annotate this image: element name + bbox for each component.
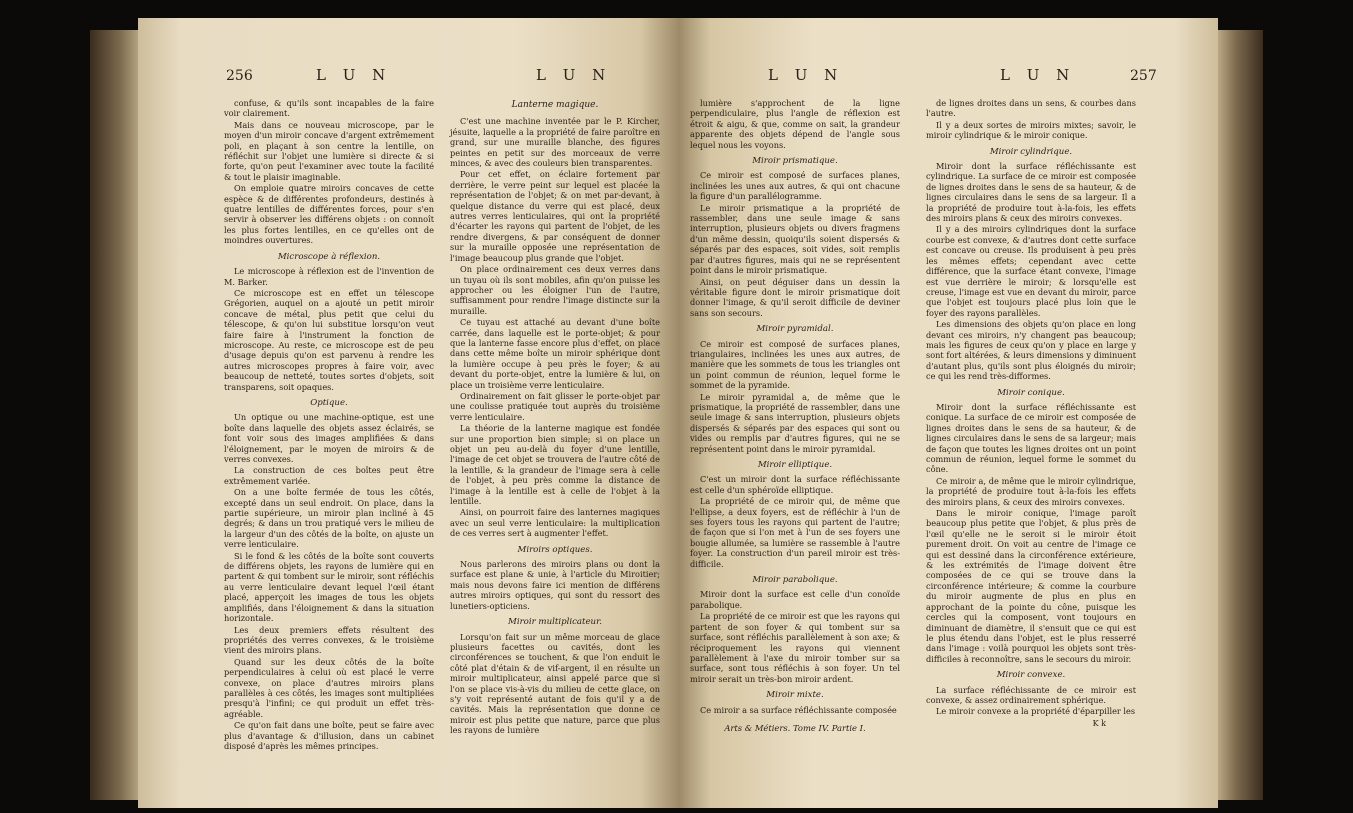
- section-heading: Miroir cylindrique.: [989, 146, 1073, 157]
- paragraph: Miroir dont la surface réfléchissante est conique. La surface de ce miroir est composée de lignes droites dans le sens de sa hauteur, & de lignes circulaires dans le sens de sa largeur; mais de façon que toutes les lignes droites ont un point commun de réunion, lequel forme le sommet du cône.: [926, 401, 1136, 475]
- left-page: [138, 18, 678, 808]
- paragraph: de lignes droites dans un sens, & courbes dans l'autre.: [926, 98, 1136, 119]
- signature-mark: K k: [1092, 718, 1106, 728]
- paragraph: lumière s'approchent de la ligne perpendiculaire, plus l'angle de réflexion est étroit & aigu, & que, comme on sait, la grandeur apparente des objets dépend de l'angle sous lequel nous les voyons.: [690, 98, 900, 150]
- paragraph: C'est un miroir dont la surface réfléchissante est celle d'un sphéroïde elliptique.: [690, 474, 900, 495]
- paragraph: Ce miroir a, de même que le miroir cylindrique, la propriété de produire tout à-la-fois les effets des miroirs plans, & ceux des miroirs convexes.: [926, 475, 1136, 507]
- paragraph: On a une boîte fermée de tous les côtés, excepté dans un seul endroit. On place, dans la partie supérieure, un miroir plan incliné à 45 degrés; & dans un trou pratiqué vers le milieu de la largeur d'un des côtés de la boîte, on ajuste un verre lenticulaire.: [224, 487, 434, 550]
- section-heading: Miroir elliptique.: [757, 460, 833, 470]
- section-heading: Miroir convexe.: [996, 670, 1066, 681]
- section-title: Lanterne magique.: [511, 100, 599, 110]
- paragraph: Ainsi, on peut déguiser dans un dessin la véritable figure dont le miroir prismatique doit donner l'image, & qu'il seroit difficile de deviner sans son secours.: [690, 276, 900, 318]
- paragraph: Ce miroir est composé de surfaces planes, inclinées les unes aux autres, & qui ont chacune la figure d'un parallélogramme.: [690, 170, 900, 202]
- paragraph: La construction de ces boîtes peut être extrêmement variée.: [224, 465, 434, 486]
- paragraph: Un optique ou une machine-optique, est une boîte dans laquelle des objets assez éclairés, se font voir sous des images amplifiées & dans l'éloignement, par le moyen de miroirs & de verres convexes.: [224, 412, 434, 464]
- text-column: [224, 98, 434, 752]
- paragraph: La propriété de ce miroir qui, de même que l'ellipse, a deux foyers, est de réfléchir à l'un de ses foyers tous les rayons qui partent de l'autre; de façon que si l'on met à l'un de ses foyers une bougie allumée, sa lumière se rassemble à l'autre foyer. La construction d'un pareil miroir est très-difficile.: [690, 496, 900, 569]
- running-header: L U N: [768, 66, 844, 84]
- text-column: [690, 98, 900, 733]
- section-heading: Miroirs optiques.: [517, 544, 593, 555]
- paragraph: Pour cet effet, on éclaire fortement par derrière, le verre peint sur lequel est placée la représentation de l'objet; & on met par-devant, à quelque distance du verre qui est placé, deux autres verres lenticulaires, qui ont la propriété d'écarter les rayons qui partent de l'objet, de les rendre divergens, & par conséquent de donner sur la muraille opposée une représentation de l'image beaucoup plus grande que l'objet.: [450, 169, 660, 263]
- book-edge-left: [90, 30, 140, 800]
- paragraph: Le miroir prismatique a la propriété de rassembler, dans une seule image & sans interruption, plusieurs objets ou divers fragmens d'un même dessin, quoiqu'ils soient dispersés & séparés par des espaces, soit vides, soit remplis par d'autres figures, mais qui ne se représentent point dans le miroir prismatique.: [690, 202, 900, 276]
- paragraph: Dans le miroir conique, l'image paroît beaucoup plus petite que l'objet, & plus près de l'œil qu'elle ne le seroit si le miroir étoit purement droit. On voit au centre de l'image ce qui est dessiné dans la circonférence extérieure, & les extrémités de l'image doivent être composées de ce qui se trouve dans la circonférence intérieure; & comme la courbure du miroir augmente de plus en plus en approchant de la pointe du cône, puisque les cercles qui la composent, vont toujours en diminuant de diamètre, il s'ensuit que ce qui est le plus étendu dans l'objet, est le plus resserré dans l'image : voilà pourquoi les objets sont très-difficiles à reconnoître, sans le secours du miroir.: [926, 508, 1136, 664]
- section-heading: Miroir multiplicateur.: [508, 617, 602, 628]
- paragraph: Le microscope à réflexion est de l'invention de M. Barker.: [224, 266, 434, 287]
- paragraph: Quand sur les deux côtés de la boîte perpendiculaires à celui où est placé le verre convexe, on place d'autres miroirs plans parallèles à ces côtés, les images sont multipliées presqu'à l'infini; ce qui produit un effet très-agréable.: [224, 656, 434, 719]
- paragraph: Miroir dont la surface réfléchissante est cylindrique. La surface de ce miroir est composée de lignes droites dans le sens de sa hauteur, & de lignes circulaires dans le sens de sa largeur. Il a la propriété de produire tout à-la-fois, les effets des miroirs plans & ceux des miroirs convexes.: [926, 161, 1136, 224]
- section-heading: Miroir conique.: [997, 387, 1065, 398]
- running-header: L U N: [316, 66, 392, 84]
- paragraph: On emploie quatre miroirs concaves de cette espèce & de différentes profondeurs, destinés à quatre lentilles de différentes forces, pour s'en servir à observer les différens objets : on connoît les plus fortes lentilles, en ce qu'elles ont de moindres ouvertures.: [224, 183, 434, 246]
- right-page: [678, 18, 1218, 808]
- paragraph: Il y a deux sortes de miroirs mixtes; savoir, le miroir cylindrique & le miroir conique.: [926, 119, 1136, 141]
- section-heading: Miroir parabolique.: [752, 575, 838, 586]
- section-heading: Optique.: [310, 397, 348, 408]
- paragraph: Mais dans ce nouveau microscope, par le moyen d'un miroir concave d'argent extrêmement poli, en plaçant à son centre la lentille, on réfléchit sur l'objet une lumière si directe & si forte, qu'on peut l'examiner avec toute la facilité & tout le plaisir imaginable.: [224, 119, 434, 182]
- paragraph: Ce miroir est composé de surfaces planes, triangulaires, inclinées les unes aux autres, de manière que les sommets de tous les triangles ont un point commun de réunion, lequel forme le sommet de la pyramide.: [690, 338, 900, 391]
- page-number: 256: [226, 68, 253, 84]
- volume-footer: Arts & Métiers. Tome IV. Partie I.: [724, 722, 866, 733]
- paragraph: Ce tuyau est attaché au devant d'une boîte carrée, dans laquelle est le porte-objet; & pour que la lanterne fasse encore plus d'effet, on place dans cette même boîte un miroir sphérique dont la lumière occupe à peu près le foyer; & au devant du porte-objet, entre la lumière & lui, on place un troisième verre lenticulaire.: [450, 317, 660, 390]
- section-heading: Miroir mixte.: [766, 690, 824, 701]
- paragraph: Ce qu'on fait dans une boîte, peut se faire avec plus d'avantage & d'illusion, dans un cabinet disposé d'après les mêmes principes.: [224, 720, 434, 751]
- section-heading: Miroir pyramidal.: [756, 324, 834, 335]
- page-number: 257: [1130, 68, 1157, 84]
- paragraph: Ce microscope est en effet un télescope Grégorien, auquel on a ajouté un petit miroir concave de métal, plus petit que celui du télescope, & qu'on lui substitue lorsqu'on veut faire faire à l'instrument la fonction de microscope. Au reste, ce microscope est de peu d'usage depuis qu'on est parvenu à rendre les autres microscopes propres à faire voir, avec beaucoup de netteté, toutes sortes d'objets, soit transparens, soit opaques.: [224, 287, 434, 392]
- text-column: [450, 98, 660, 737]
- paragraph: Lorsqu'on fait sur un même morceau de glace plusieurs facettes ou cavités, dont les circonférences se touchent, & que l'on enduit le côté plat d'étain & de vif-argent, il en résulte un miroir multiplicateur, ainsi appelé parce que si l'on se place vis-à-vis du milieu de cette glace, on s'y voit représenté autant de fois qu'il y a de cavités. Mais la représentation que donne ce miroir est plus petite que nature, parce que plus les rayons de lumière: [450, 631, 660, 736]
- paragraph: Le miroir pyramidal a, de même que le prismatique, la propriété de rassembler, dans une seule image & sans interruption, plusieurs objets dispersés & séparés par des espaces qui sont ou vides ou remplis par d'autres figures, qui ne se représentent point dans le miroir pyramidal.: [690, 391, 900, 454]
- paragraph: On place ordinairement ces deux verres dans un tuyau où ils sont mobiles, afin qu'on puisse les approcher ou les éloigner l'un de l'autre, suffisamment pour rendre l'image distincte sur la muraille.: [450, 264, 660, 316]
- paragraph: C'est une machine inventée par le P. Kircher, jésuite, laquelle a la propriété de faire paroître en grand, sur une muraille blanche, des figures peintes en petit sur des morceaux de verre minces, & avec des couleurs bien transparentes.: [450, 116, 660, 169]
- paragraph: Nous parlerons des miroirs plans ou dont la surface est plane & unie, à l'article du Miroitier; mais nous devons faire ici mention de différens autres miroirs optiques, qui sont du ressort des lunetiers-opticiens.: [450, 559, 660, 611]
- section-heading: Microscope à réflexion.: [277, 251, 381, 262]
- section-heading: Miroir prismatique.: [752, 156, 838, 167]
- book-edge-right: [1218, 30, 1263, 800]
- paragraph: Ordinairement on fait glisser le porte-objet par une coulisse pratiquée tout auprès du troisième verre lenticulaire.: [450, 390, 660, 422]
- paragraph: Les deux premiers effets résultent des propriétés des verres convexes, & le troisième vient des miroirs plans.: [224, 624, 434, 656]
- paragraph: Les dimensions des objets qu'on place en long devant ces miroirs, n'y changent pas beaucoup; mais les figures de ceux qu'on y place en large y sont fort altérées, & leurs dimensions y diminuent d'autant plus, qu'ils sont plus éloignés du miroir; ce qui les rend très-difformes.: [926, 319, 1136, 382]
- paragraph: Ainsi, on pourroit faire des lanternes magiques avec un seul verre lenticulaire: la multiplication de ces verres sert à augmenter l'effet.: [450, 507, 660, 539]
- paragraph: Le miroir convexe a la propriété d'éparpiller les: [936, 706, 1136, 717]
- paragraph: Il y a des miroirs cylindriques dont la surface courbe est convexe, & d'autres dont cette surface est concave ou creuse. Ils produisent à peu près les mêmes effets; cependant avec cette différence, que la surface étant convexe, l'image est vue derrière le miroir; & lorsqu'elle est creuse, l'image est vue en devant du miroir, parce que l'objet est toujours placé plus loin que le foyer des rayons parallèles.: [926, 224, 1136, 318]
- paragraph: Si le fond & les côtés de la boîte sont couverts de différens objets, les rayons de lumière qui en partent & qui tombent sur le miroir, sont réfléchis au verre lenticulaire devant lequel l'œil étant placé, apperçoit les images de tous les objets amplifiés, dans l'éloignement & dans la situation horizontale.: [224, 550, 434, 624]
- paragraph: La propriété de ce miroir est que les rayons qui partent de son foyer & qui tombent sur sa surface, sont réfléchis parallèlement à son axe; & réciproquement les rayons qui viennent parallèlement à l'axe du miroir tomber sur sa surface, sont tous réfléchis à son foyer. Un tel miroir serait un très-bon miroir ardent.: [690, 611, 900, 684]
- paragraph: confuse, & qu'ils sont incapables de la faire voir clairement.: [224, 98, 434, 119]
- running-header-col2: L U N: [536, 66, 612, 84]
- running-header-col2: L U N: [1000, 66, 1076, 84]
- text-column: [926, 98, 1136, 729]
- paragraph: La théorie de la lanterne magique est fondée sur une proportion bien simple; si on place un objet un peu au-delà du foyer d'une lentille, l'image de cet objet se trouvera de l'autre côté de la lentille, & la grandeur de l'image sera à celle de l'objet, à peu près comme la distance de l'image à la lentille est à celle de l'objet à la lentille.: [450, 423, 660, 507]
- paragraph: Miroir dont la surface est celle d'un conoïde parabolique.: [690, 589, 900, 610]
- paragraph: La surface réfléchissante de ce miroir est convexe, & assez ordinairement sphérique.: [926, 684, 1136, 705]
- paragraph: Ce miroir a sa surface réfléchissante composée: [700, 704, 897, 715]
